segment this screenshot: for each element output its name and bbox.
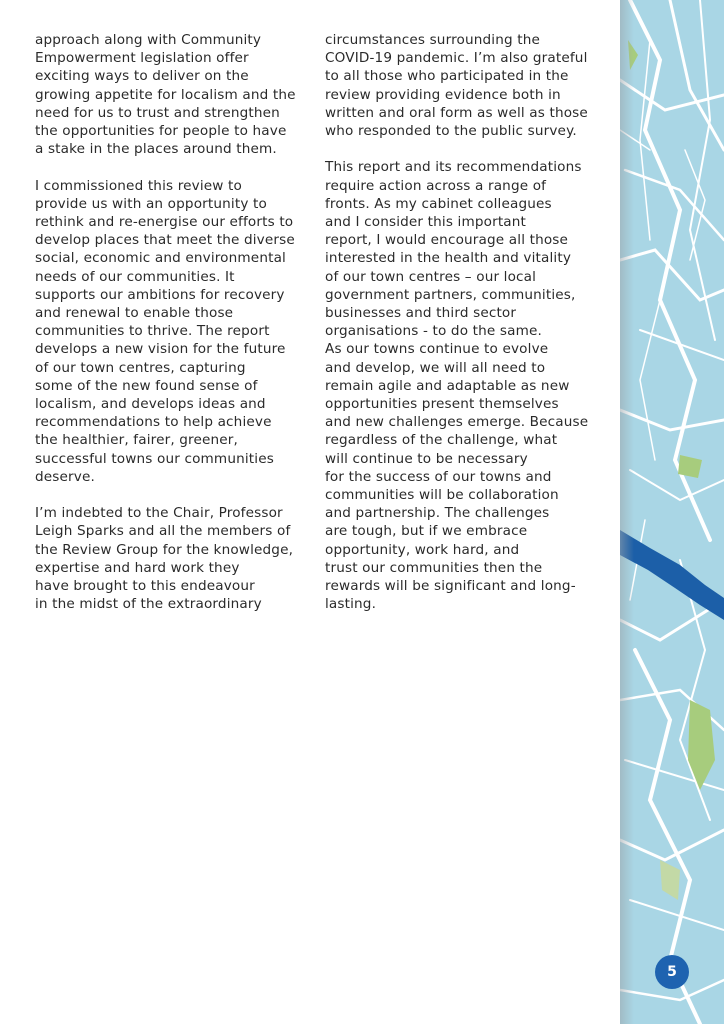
text-line: deserve. bbox=[35, 468, 95, 485]
text-line: trust our communities then the bbox=[325, 559, 543, 576]
text-line: who responded to the public survey. bbox=[325, 123, 577, 140]
text-line: and partnership. The challenges bbox=[325, 505, 550, 522]
left-text-column bbox=[35, 31, 310, 613]
text-line: the healthier, fairer, greener, bbox=[35, 432, 238, 449]
text-line: rethink and re-energise our efforts to bbox=[35, 214, 294, 231]
text-line: expertise and hard work they bbox=[35, 559, 240, 576]
text-line: supports our ambitions for recovery bbox=[35, 286, 285, 303]
text-line: opportunity, work hard, and bbox=[325, 541, 520, 558]
text-line: recommendations to help achieve bbox=[35, 414, 272, 431]
text-line: circumstances surrounding the bbox=[325, 32, 540, 48]
text-line: remain agile and adaptable as new bbox=[325, 377, 570, 394]
paragraph bbox=[35, 177, 310, 486]
text-line: a stake in the places around them. bbox=[35, 141, 277, 158]
text-line: This report and its recommendations bbox=[325, 159, 582, 176]
text-line: approach along with Community bbox=[35, 32, 262, 48]
text-line: COVID-19 pandemic. I’m also grateful bbox=[325, 50, 588, 67]
text-line: and develop, we will all need to bbox=[325, 359, 546, 376]
text-line: and new challenges emerge. Because bbox=[325, 414, 589, 431]
paragraph bbox=[35, 31, 310, 158]
text-line: have brought to this endeavour bbox=[35, 578, 255, 595]
text-line: I commissioned this review to bbox=[35, 177, 242, 194]
text-line: needs of our communities. It bbox=[35, 268, 235, 285]
text-line: businesses and third sector bbox=[325, 305, 517, 322]
paragraph-gap bbox=[35, 158, 310, 176]
text-line: fronts. As my cabinet colleagues bbox=[325, 195, 552, 212]
text-line: successful towns our communities bbox=[35, 450, 274, 467]
text-line: As our towns continue to evolve bbox=[325, 341, 549, 358]
text-line: report, I would encourage all those bbox=[325, 232, 569, 249]
text-line: provide us with an opportunity to bbox=[35, 195, 267, 212]
text-line: I’m indebted to the Chair, Professor bbox=[35, 505, 283, 522]
page-number-badge: 5 bbox=[655, 955, 689, 989]
text-line: rewards will be significant and long- bbox=[325, 578, 576, 595]
text-line: develops a new vision for the future bbox=[35, 341, 286, 358]
text-line: communities will be collaboration bbox=[325, 487, 559, 504]
text-line: are tough, but if we embrace bbox=[325, 523, 528, 540]
paragraph-gap bbox=[35, 486, 310, 504]
text-line: communities to thrive. The report bbox=[35, 323, 270, 340]
text-line: and I consider this important bbox=[325, 214, 527, 231]
text-line: and renewal to enable those bbox=[35, 305, 234, 322]
paragraph bbox=[325, 31, 600, 140]
text-line: require action across a range of bbox=[325, 177, 547, 194]
paragraph bbox=[325, 158, 600, 613]
text-line: Empowerment legislation offer bbox=[35, 50, 249, 67]
text-line: organisations - to do the same. bbox=[325, 323, 542, 340]
paragraph bbox=[35, 504, 310, 613]
right-text-column bbox=[325, 31, 600, 613]
text-line: the Review Group for the knowledge, bbox=[35, 541, 294, 558]
text-line: of our town centres, capturing bbox=[35, 359, 246, 376]
text-line: review providing evidence both in bbox=[325, 86, 561, 103]
text-line: regardless of the challenge, what bbox=[325, 432, 558, 449]
text-line: written and oral form as well as those bbox=[325, 104, 588, 121]
text-line: opportunities present themselves bbox=[325, 396, 559, 413]
text-line: some of the new found sense of bbox=[35, 377, 258, 394]
paragraph-gap bbox=[325, 140, 600, 158]
text-line: social, economic and environmental bbox=[35, 250, 286, 267]
text-line: of our town centres – our local bbox=[325, 268, 537, 285]
text-line: the opportunities for people to have bbox=[35, 123, 287, 140]
text-line: interested in the health and vitality bbox=[325, 250, 572, 267]
text-line: government partners, communities, bbox=[325, 286, 576, 303]
text-line: Leigh Sparks and all the members of bbox=[35, 523, 291, 540]
text-line: for the success of our towns and bbox=[325, 468, 552, 485]
text-line: will continue to be necessary bbox=[325, 450, 528, 467]
text-line: growing appetite for localism and the bbox=[35, 86, 296, 103]
text-line: to all those who participated in the bbox=[325, 68, 569, 85]
text-line: in the midst of the extraordinary bbox=[35, 596, 262, 613]
text-line: exciting ways to deliver on the bbox=[35, 68, 249, 85]
text-line: localism, and develops ideas and bbox=[35, 396, 266, 413]
city-map-image bbox=[620, 0, 724, 1024]
text-line: need for us to trust and strengthen bbox=[35, 104, 280, 121]
text-line: lasting. bbox=[325, 596, 377, 613]
text-line: develop places that meet the diverse bbox=[35, 232, 295, 249]
